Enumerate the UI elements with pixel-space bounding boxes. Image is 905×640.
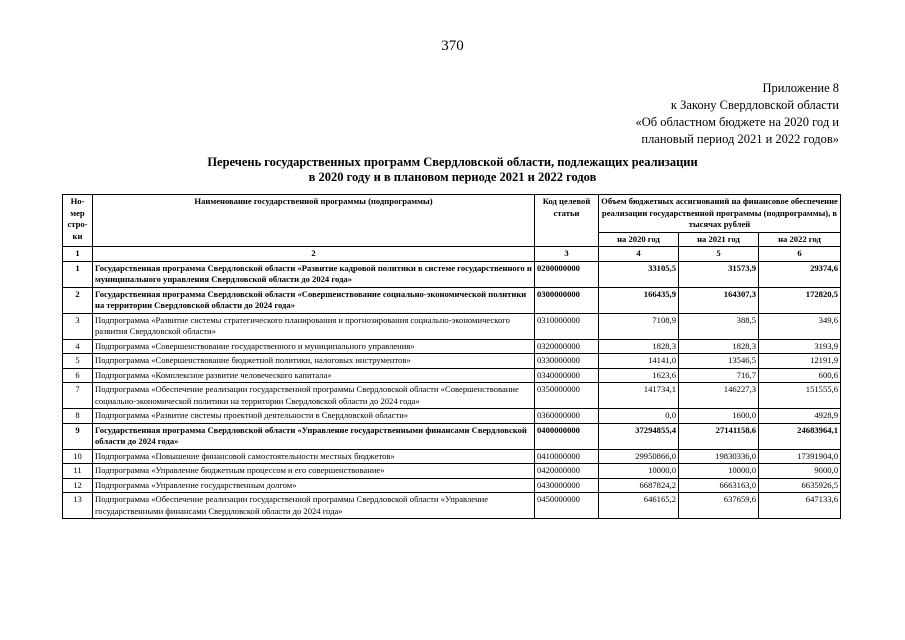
amount-2020: 29950866,0 — [599, 449, 679, 464]
header-year-2020: на 2020 год — [599, 232, 679, 247]
amount-2021: 716,7 — [679, 368, 759, 383]
header-year-2021: на 2021 год — [679, 232, 759, 247]
amount-2022: 3193,9 — [759, 339, 841, 354]
document-title — [0, 155, 905, 185]
amount-2022: 647133,6 — [759, 493, 841, 519]
amount-2021: 1828,3 — [679, 339, 759, 354]
amount-2021: 31573,9 — [679, 261, 759, 287]
row-number: 10 — [63, 449, 93, 464]
row-number: 7 — [63, 383, 93, 409]
table-row — [63, 287, 841, 313]
program-name: Подпрограмма «Совершенствование государственного и муниципального управления» — [93, 339, 535, 354]
column-index: 3 — [535, 247, 599, 262]
program-name: Подпрограмма «Повышение финансовой самостоятельности местных бюджетов» — [93, 449, 535, 464]
table-row — [63, 449, 841, 464]
table-row — [63, 409, 841, 424]
program-name: Подпрограмма «Развитие системы проектной деятельности в Свердловской области» — [93, 409, 535, 424]
table-row — [63, 464, 841, 479]
amount-2021: 388,5 — [679, 313, 759, 339]
appendix-line: Приложение 8 — [762, 81, 839, 95]
amount-2020: 10000,0 — [599, 464, 679, 479]
amount-2020: 166435,9 — [599, 287, 679, 313]
amount-2022: 17391904,0 — [759, 449, 841, 464]
programs-table — [62, 194, 841, 519]
amount-2022: 349,6 — [759, 313, 841, 339]
title-line: в 2020 году и в плановом периоде 2021 и 2022 годов — [308, 170, 597, 184]
row-number: 5 — [63, 354, 93, 369]
target-code: 0410000000 — [535, 449, 599, 464]
program-name: Государственная программа Свердловской области «Развитие кадровой политики в системе государственного и муниципального управления Свердловской области до 2024 года» — [93, 261, 535, 287]
column-index: 2 — [93, 247, 535, 262]
column-index: 5 — [679, 247, 759, 262]
program-name: Подпрограмма «Управление бюджетным процессом и его совершенствование» — [93, 464, 535, 479]
column-index: 1 — [63, 247, 93, 262]
amount-2020: 14141,0 — [599, 354, 679, 369]
amount-2021: 27141158,6 — [679, 423, 759, 449]
target-code: 0320000000 — [535, 339, 599, 354]
program-name: Подпрограмма «Совершенствование бюджетной политики, налоговых инструментов» — [93, 354, 535, 369]
amount-2022: 4928,9 — [759, 409, 841, 424]
target-code: 0360000000 — [535, 409, 599, 424]
amount-2021: 19830336,0 — [679, 449, 759, 464]
amount-2020: 0,0 — [599, 409, 679, 424]
target-code: 0310000000 — [535, 313, 599, 339]
row-number: 2 — [63, 287, 93, 313]
amount-2020: 7108,9 — [599, 313, 679, 339]
row-number: 12 — [63, 478, 93, 493]
appendix-note — [635, 80, 839, 148]
header-year-2022: на 2022 год — [759, 232, 841, 247]
program-name: Подпрограмма «Обеспечение реализации государственной программы Свердловской области «Совершенствование социально-экономической политики на территории Свердловской области до 2024 года» — [93, 383, 535, 409]
row-number: 6 — [63, 368, 93, 383]
table-row — [63, 261, 841, 287]
header-target-code: Код целевой статьи — [535, 195, 599, 247]
table-row — [63, 339, 841, 354]
amount-2020: 1828,3 — [599, 339, 679, 354]
table-row — [63, 368, 841, 383]
target-code: 0340000000 — [535, 368, 599, 383]
target-code: 0430000000 — [535, 478, 599, 493]
target-code: 0330000000 — [535, 354, 599, 369]
appendix-line: плановый период 2021 и 2022 годов» — [641, 132, 839, 146]
column-index: 4 — [599, 247, 679, 262]
amount-2020: 6687824,2 — [599, 478, 679, 493]
amount-2021: 6663163,0 — [679, 478, 759, 493]
table-row — [63, 493, 841, 519]
row-number: 4 — [63, 339, 93, 354]
column-index: 6 — [759, 247, 841, 262]
amount-2021: 164307,3 — [679, 287, 759, 313]
amount-2020: 141734,1 — [599, 383, 679, 409]
program-name: Подпрограмма «Обеспечение реализации государственной программы Свердловской области «Управление государственными финансами Свердловской области до 2024 года» — [93, 493, 535, 519]
amount-2022: 6635926,5 — [759, 478, 841, 493]
amount-2022: 600,6 — [759, 368, 841, 383]
target-code: 0300000000 — [535, 287, 599, 313]
title-line: Перечень государственных программ Свердловской области, подлежащих реализации — [207, 155, 698, 169]
amount-2022: 151555,6 — [759, 383, 841, 409]
table-row — [63, 313, 841, 339]
amount-2021: 637659,6 — [679, 493, 759, 519]
amount-2021: 146227,3 — [679, 383, 759, 409]
program-name: Государственная программа Свердловской области «Управление государственными финансами Свердловской области до 2024 года» — [93, 423, 535, 449]
amount-2020: 646165,2 — [599, 493, 679, 519]
header-program-name: Наименование государственной программы (подпрограммы) — [93, 195, 535, 247]
row-number: 9 — [63, 423, 93, 449]
target-code: 0200000000 — [535, 261, 599, 287]
table-row — [63, 354, 841, 369]
target-code: 0450000000 — [535, 493, 599, 519]
appendix-line: к Закону Свердловской области — [670, 98, 839, 112]
header-row-number: Но-мер стро-ки — [63, 195, 93, 247]
amount-2022: 9000,0 — [759, 464, 841, 479]
amount-2020: 33105,5 — [599, 261, 679, 287]
header-budget-volume: Объем бюджетных ассигнований на финансовое обеспечение реализации государственной программы (подпрограммы), в тысячах рублей — [599, 195, 841, 233]
table-row — [63, 478, 841, 493]
appendix-line: «Об областном бюджете на 2020 год и — [635, 115, 839, 129]
row-number: 8 — [63, 409, 93, 424]
row-number: 3 — [63, 313, 93, 339]
page-number: 370 — [441, 38, 464, 54]
table-row — [63, 383, 841, 409]
amount-2022: 24683964,1 — [759, 423, 841, 449]
amount-2022: 172820,5 — [759, 287, 841, 313]
program-name: Подпрограмма «Развитие системы стратегического планирования и прогнозирования социально-экономического развития Свердловской области» — [93, 313, 535, 339]
column-index-row — [63, 247, 841, 262]
amount-2020: 37294855,4 — [599, 423, 679, 449]
program-name: Подпрограмма «Управление государственным долгом» — [93, 478, 535, 493]
amount-2022: 12191,9 — [759, 354, 841, 369]
amount-2021: 1600,0 — [679, 409, 759, 424]
table-row — [63, 423, 841, 449]
row-number: 11 — [63, 464, 93, 479]
program-name: Подпрограмма «Комплексное развитие человеческого капитала» — [93, 368, 535, 383]
target-code: 0350000000 — [535, 383, 599, 409]
amount-2021: 10000,0 — [679, 464, 759, 479]
target-code: 0420000000 — [535, 464, 599, 479]
program-name: Государственная программа Свердловской области «Совершенствование социально-экономической политики на территории Свердловской области до 2024 года» — [93, 287, 535, 313]
target-code: 0400000000 — [535, 423, 599, 449]
amount-2021: 13546,5 — [679, 354, 759, 369]
amount-2022: 29374,6 — [759, 261, 841, 287]
amount-2020: 1623,6 — [599, 368, 679, 383]
row-number: 1 — [63, 261, 93, 287]
row-number: 13 — [63, 493, 93, 519]
